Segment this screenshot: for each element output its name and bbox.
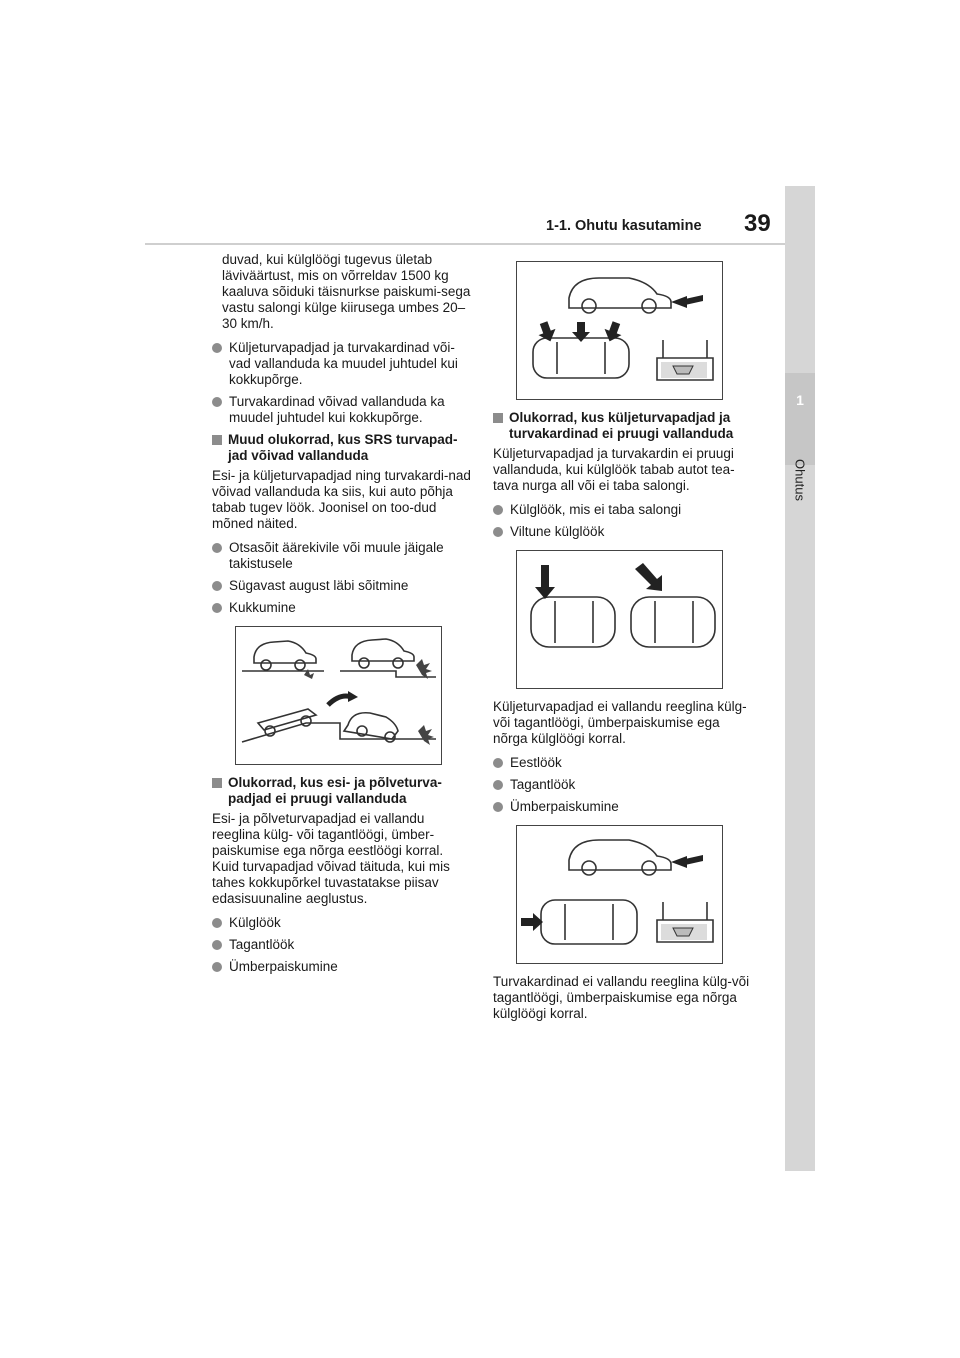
bullet-item: Ümberpaiskumine <box>212 959 472 975</box>
bullet-dot-icon <box>493 527 503 537</box>
heading-square-icon <box>212 435 222 445</box>
continued-paragraph: duvad, kui külglöögi tugevus ületab läviväärtust, mis on võrreldav 1500 kg kaaluva sõiduki täisnurkse paiskumi-sega vastu salongi külge kiirusega umbes 20–30 km/h. <box>222 252 471 331</box>
paragraph: Küljeturvapadjad ja turvakardin ei pruugi vallanduda, kui külglöök tabab autot tea-tava nurga all või ei taba salongi. <box>493 446 735 493</box>
bullet-item: Külglöök <box>212 915 472 931</box>
bullet-dot-icon <box>212 603 222 613</box>
bullet-item: Küljeturvapadjad ja turvakardinad või-vad vallanduda ka muudel juhtudel kui kokkupõrge. <box>212 340 472 388</box>
bullet-dot-icon <box>212 343 222 353</box>
illustration-side-impact-rollover <box>516 261 723 400</box>
bullet-dot-icon <box>493 505 503 515</box>
chapter-side-tab <box>785 186 815 1171</box>
bullet-item: Turvakardinad võivad vallanduda ka muudel juhtudel kui kokkupõrge. <box>212 394 472 426</box>
bullet-dot-icon <box>212 397 222 407</box>
bullet-dot-icon <box>212 543 222 553</box>
section-title: 1-1. Ohutu kasutamine <box>546 218 702 234</box>
heading-square-icon <box>493 413 503 423</box>
bullet-item: Külglöök, mis ei taba salongi <box>493 502 753 518</box>
illustration-oblique-side-impact <box>516 550 723 689</box>
bullet-item: Eestlöök <box>493 755 753 771</box>
bullet-item: Kukkumine <box>212 600 472 616</box>
bullet-item: Viltune külglöök <box>493 524 753 540</box>
header-rule <box>145 243 785 245</box>
bullet-dot-icon <box>493 758 503 768</box>
bullet-dot-icon <box>212 581 222 591</box>
left-column <box>212 252 472 981</box>
bullet-dot-icon <box>212 940 222 950</box>
right-column <box>493 253 753 1030</box>
illustration-frontal-rear-rollover <box>516 825 723 964</box>
chapter-number: 1 <box>796 392 804 408</box>
section-heading: Muud olukorrad, kus SRS turvapad-jad võivad vallanduda <box>212 432 472 464</box>
paragraph: Esi- ja põlveturvapadjad ei vallandu reeglina külg- või tagantlöögi, ümber-paiskumise ega nõrga eestlöögi korral. Kuid turvapadjad võivad täituda, kui mis tahes kokkupõrkel tuvastatakse piisav edasisuunaline aeglustus. <box>212 811 450 906</box>
section-heading: Olukorrad, kus küljeturvapadjad ja turvakardinad ei pruugi vallanduda <box>493 410 753 442</box>
paragraph: Turvakardinad ei vallandu reeglina külg-või tagantlöögi, ümberpaiskumise ega nõrga külglöögi korral. <box>493 974 750 1021</box>
illustration-underbody-impacts <box>235 626 442 765</box>
bullet-item: Otsasõit äärekivile või muule jäigale takistusele <box>212 540 472 572</box>
bullet-dot-icon <box>493 780 503 790</box>
bullet-item: Tagantlöök <box>212 937 472 953</box>
bullet-dot-icon <box>212 962 222 972</box>
bullet-item: Tagantlöök <box>493 777 753 793</box>
section-heading: Olukorrad, kus esi- ja põlveturva-padjad ei pruugi vallanduda <box>212 775 472 807</box>
chapter-label: Ohutus <box>792 459 808 501</box>
bullet-item: Sügavast august läbi sõitmine <box>212 578 472 594</box>
bullet-dot-icon <box>493 802 503 812</box>
page-number: 39 <box>744 210 771 237</box>
paragraph: Küljeturvapadjad ei vallandu reeglina külg- või tagantlöögi, ümberpaiskumise ega nõrga külglöögi korral. <box>493 699 747 746</box>
heading-square-icon <box>212 778 222 788</box>
bullet-item: Ümberpaiskumine <box>493 799 753 815</box>
bullet-dot-icon <box>212 918 222 928</box>
paragraph: Esi- ja küljeturvapadjad ning turvakardi-nad võivad vallanduda ka siis, kui auto põhja tabab tugev löök. Joonisel on too-dud mõned näited. <box>212 468 471 531</box>
